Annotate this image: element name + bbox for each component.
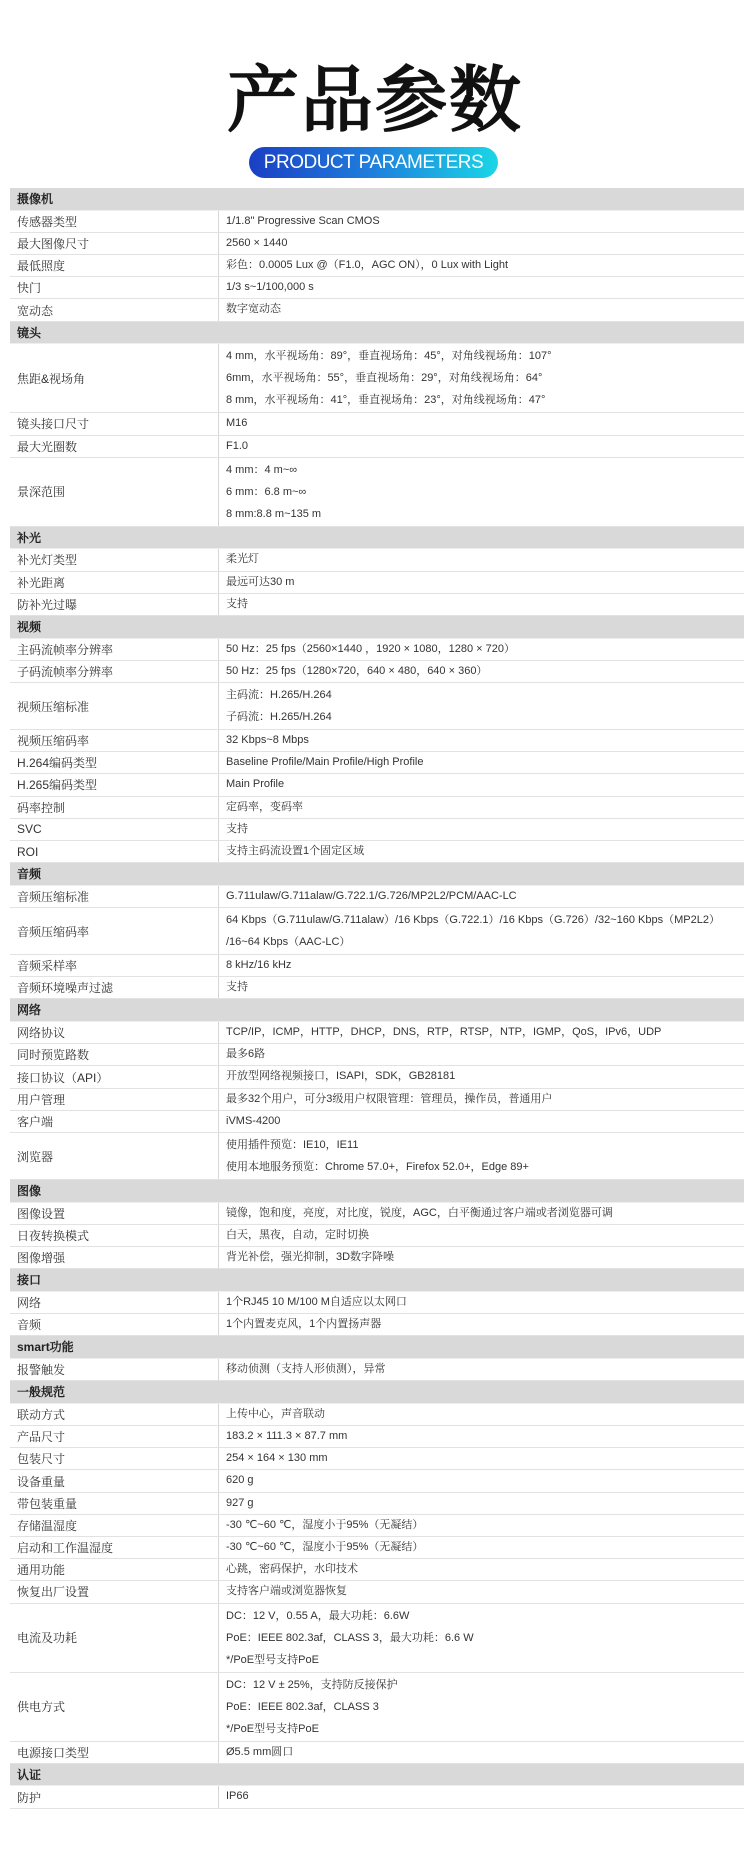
spec-label: 音频压缩标准 bbox=[10, 886, 219, 907]
spec-value-line: 镜像，饱和度，亮度，对比度，锐度，AGC，白平衡通过客户端或者浏览器可调 bbox=[226, 1206, 613, 1219]
spec-row bbox=[10, 1515, 744, 1537]
spec-label: 防补光过曝 bbox=[10, 594, 219, 615]
spec-label: 设备重量 bbox=[10, 1470, 219, 1491]
spec-row bbox=[10, 819, 744, 841]
spec-value bbox=[219, 683, 744, 729]
spec-value bbox=[219, 1044, 744, 1065]
spec-label: 带包装重量 bbox=[10, 1493, 219, 1514]
spec-value-line: */PoE型号支持PoE bbox=[226, 1653, 319, 1666]
spec-label: 电流及功耗 bbox=[10, 1604, 219, 1672]
spec-value-line: 使用插件预览：IE10，IE11 bbox=[226, 1139, 359, 1151]
spec-value bbox=[219, 572, 744, 593]
spec-label: 音频采样率 bbox=[10, 955, 219, 976]
spec-label: 码率控制 bbox=[10, 797, 219, 818]
section-header: 音频 bbox=[10, 863, 744, 886]
spec-value-line: 8 mm，水平视场角：41°，垂直视场角：23°，对角线视场角：47° bbox=[226, 394, 546, 407]
spec-label: 最低照度 bbox=[10, 255, 219, 276]
spec-row bbox=[10, 299, 744, 321]
spec-label: 恢复出厂设置 bbox=[10, 1581, 219, 1602]
spec-row bbox=[10, 549, 744, 571]
spec-value-line: 50 Hz：25 fps（1280×720，640 × 480，640 × 360） bbox=[226, 664, 488, 677]
section-header: 一般规范 bbox=[10, 1381, 744, 1404]
spec-label: 防护 bbox=[10, 1786, 219, 1807]
spec-value bbox=[219, 1604, 744, 1672]
spec-label: 报警触发 bbox=[10, 1359, 219, 1380]
spec-value-line: G.711ulaw/G.711alaw/G.722.1/G.726/MP2L2/PCM/AAC-LC bbox=[226, 889, 517, 902]
spec-label: 视频压缩标准 bbox=[10, 683, 219, 729]
spec-value-line: 支持客户端或浏览器恢复 bbox=[226, 1585, 347, 1598]
spec-row bbox=[10, 1359, 744, 1381]
spec-value-line: 1/1.8" Progressive Scan CMOS bbox=[226, 214, 380, 227]
spec-value bbox=[219, 233, 744, 254]
spec-row bbox=[10, 255, 744, 277]
spec-label: 最大图像尺寸 bbox=[10, 233, 219, 254]
spec-row bbox=[10, 955, 744, 977]
spec-value-line: Baseline Profile/Main Profile/High Profile bbox=[226, 756, 424, 769]
spec-row bbox=[10, 572, 744, 594]
spec-row bbox=[10, 1111, 744, 1133]
spec-label: 宽动态 bbox=[10, 299, 219, 320]
spec-value bbox=[219, 1404, 744, 1425]
section-header: 视频 bbox=[10, 616, 744, 639]
spec-value-line: 定码率，变码率 bbox=[226, 800, 303, 813]
spec-value bbox=[219, 841, 744, 862]
spec-value-line: 6 mm：6.8 m~∞ bbox=[226, 485, 307, 498]
spec-label: 音频 bbox=[10, 1314, 219, 1335]
spec-value-line: 开放型网络视频接口，ISAPI，SDK，GB28181 bbox=[226, 1070, 456, 1083]
spec-label: ROI bbox=[10, 841, 219, 862]
spec-value bbox=[219, 819, 744, 840]
spec-row bbox=[10, 413, 744, 435]
spec-row bbox=[10, 752, 744, 774]
spec-value bbox=[219, 1225, 744, 1246]
spec-row bbox=[10, 797, 744, 819]
spec-row bbox=[10, 774, 744, 796]
spec-value-line: */PoE型号支持PoE bbox=[226, 1722, 319, 1735]
section-header: 图像 bbox=[10, 1180, 744, 1203]
spec-value-line: Ø5.5 mm圆口 bbox=[226, 1745, 294, 1758]
spec-row bbox=[10, 1742, 744, 1764]
spec-value-line: /16~64 Kbps（AAC-LC） bbox=[226, 936, 351, 948]
spec-label: 补光距离 bbox=[10, 572, 219, 593]
spec-value-line: 6mm，水平视场角：55°，垂直视场角：29°，对角线视场角：64° bbox=[226, 372, 543, 385]
spec-value-line: 数字宽动态 bbox=[226, 303, 281, 316]
spec-label: 客户端 bbox=[10, 1111, 219, 1132]
spec-row bbox=[10, 1581, 744, 1603]
spec-row bbox=[10, 1470, 744, 1492]
spec-value-line: 4 mm，水平视场角：89°，垂直视场角：45°，对角线视场角：107° bbox=[226, 350, 552, 363]
spec-value bbox=[219, 277, 744, 298]
spec-value bbox=[219, 549, 744, 570]
spec-row bbox=[10, 977, 744, 999]
spec-value-line: 64 Kbps（G.711ulaw/G.711alaw）/16 Kbps（G.722.1）/16 Kbps（G.726）/32~160 Kbps（MP2L2） bbox=[226, 914, 720, 926]
spec-label: 供电方式 bbox=[10, 1673, 219, 1741]
spec-value bbox=[219, 1673, 744, 1741]
spec-row bbox=[10, 1089, 744, 1111]
spec-value-line: 最多6路 bbox=[226, 1048, 266, 1061]
spec-row bbox=[10, 1292, 744, 1314]
spec-table bbox=[10, 188, 744, 1809]
spec-row bbox=[10, 1022, 744, 1044]
spec-value-line: DC：12 V ± 25%，支持防反接保护 bbox=[226, 1678, 398, 1691]
spec-label: 日夜转换模式 bbox=[10, 1225, 219, 1246]
spec-row bbox=[10, 211, 744, 233]
spec-label: 包装尺寸 bbox=[10, 1448, 219, 1469]
spec-label: 补光灯类型 bbox=[10, 549, 219, 570]
spec-value bbox=[219, 1292, 744, 1313]
spec-value bbox=[219, 955, 744, 976]
spec-row bbox=[10, 639, 744, 661]
spec-value bbox=[219, 344, 744, 412]
spec-value-line: 32 Kbps~8 Mbps bbox=[226, 734, 309, 746]
spec-value bbox=[219, 1559, 744, 1580]
spec-label: SVC bbox=[10, 819, 219, 840]
spec-value-line: DC：12 V，0.55 A，最大功耗：6.6W bbox=[226, 1609, 410, 1622]
spec-value-line: 50 Hz：25 fps（2560×1440 ，1920 × 1080，1280 × 720） bbox=[226, 642, 515, 655]
spec-label: 产品尺寸 bbox=[10, 1426, 219, 1447]
spec-row bbox=[10, 344, 744, 413]
spec-row bbox=[10, 1314, 744, 1336]
spec-value-line: 移动侦测（支持人形侦测），异常 bbox=[226, 1363, 386, 1375]
spec-label: 接口协议（API） bbox=[10, 1066, 219, 1087]
spec-value-line: 白天，黑夜，自动，定时切换 bbox=[226, 1228, 369, 1241]
spec-value-line: F1.0 bbox=[226, 439, 249, 452]
spec-value-line: 主码流：H.265/H.264 bbox=[226, 689, 332, 701]
spec-value-line: 上传中心，声音联动 bbox=[226, 1407, 325, 1420]
spec-row bbox=[10, 730, 744, 752]
spec-label: 镜头接口尺寸 bbox=[10, 413, 219, 434]
spec-value bbox=[219, 458, 744, 526]
spec-value bbox=[219, 1111, 744, 1132]
spec-value bbox=[219, 1089, 744, 1110]
spec-row bbox=[10, 1604, 744, 1673]
spec-row bbox=[10, 1448, 744, 1470]
spec-value bbox=[219, 1066, 744, 1087]
spec-value-line: 2560 × 1440 bbox=[226, 236, 288, 249]
spec-value-line: 620 g bbox=[226, 1474, 254, 1487]
spec-value-line: TCP/IP，ICMP，HTTP，DHCP，DNS，RTP，RTSP，NTP，IGMP，QoS，IPv6，UDP bbox=[226, 1026, 662, 1039]
spec-row bbox=[10, 594, 744, 616]
spec-value bbox=[219, 1742, 744, 1763]
spec-value-line: 1个内置麦克风，1个内置扬声器 bbox=[226, 1318, 382, 1331]
section-header: 认证 bbox=[10, 1764, 744, 1787]
spec-label: 电源接口类型 bbox=[10, 1742, 219, 1763]
spec-row bbox=[10, 886, 744, 908]
spec-label: 最大光圈数 bbox=[10, 436, 219, 457]
spec-value bbox=[219, 1247, 744, 1268]
spec-row bbox=[10, 841, 744, 863]
section-header: 镜头 bbox=[10, 322, 744, 345]
spec-row bbox=[10, 458, 744, 527]
spec-label: 子码流帧率分辨率 bbox=[10, 661, 219, 682]
spec-value-line: 使用本地服务预览：Chrome 57.0+，Firefox 52.0+，Edge 89+ bbox=[226, 1161, 529, 1173]
spec-value-line: 最远可达30 m bbox=[226, 575, 295, 588]
spec-value-line: 1/3 s~1/100,000 s bbox=[226, 281, 314, 294]
spec-label: 联动方式 bbox=[10, 1404, 219, 1425]
spec-value bbox=[219, 211, 744, 232]
spec-label: 景深范围 bbox=[10, 458, 219, 526]
spec-row bbox=[10, 233, 744, 255]
spec-row bbox=[10, 1493, 744, 1515]
spec-value bbox=[219, 413, 744, 434]
spec-value-line: 8 kHz/16 kHz bbox=[226, 959, 292, 971]
spec-value-line: 支持 bbox=[226, 981, 248, 994]
spec-row bbox=[10, 1426, 744, 1448]
section-header: 接口 bbox=[10, 1269, 744, 1292]
spec-value bbox=[219, 1493, 744, 1514]
spec-value bbox=[219, 797, 744, 818]
spec-row bbox=[10, 1786, 744, 1808]
spec-value bbox=[219, 1133, 744, 1179]
spec-label: 图像设置 bbox=[10, 1203, 219, 1224]
spec-label: 快门 bbox=[10, 277, 219, 298]
spec-row bbox=[10, 1247, 744, 1269]
spec-label: 图像增强 bbox=[10, 1247, 219, 1268]
page-title: 产品参数 bbox=[226, 58, 523, 142]
spec-value bbox=[219, 1581, 744, 1602]
spec-value-line: PoE：IEEE 802.3af，CLASS 3，最大功耗：6.6 W bbox=[226, 1631, 474, 1644]
spec-label: 主码流帧率分辨率 bbox=[10, 639, 219, 660]
spec-value-line: M16 bbox=[226, 417, 248, 430]
spec-value-line: 心跳，密码保护，水印技术 bbox=[226, 1563, 358, 1576]
spec-label: 音频压缩码率 bbox=[10, 908, 219, 954]
spec-label: 启动和工作温湿度 bbox=[10, 1537, 219, 1558]
spec-value bbox=[219, 594, 744, 615]
spec-row bbox=[10, 1673, 744, 1742]
spec-label: 同时预览路数 bbox=[10, 1044, 219, 1065]
spec-value-line: 支持 bbox=[226, 597, 248, 610]
spec-label: H.264编码类型 bbox=[10, 752, 219, 773]
spec-label: 网络 bbox=[10, 1292, 219, 1313]
spec-row bbox=[10, 1203, 744, 1225]
spec-value bbox=[219, 1470, 744, 1491]
spec-value bbox=[219, 661, 744, 682]
spec-row bbox=[10, 1066, 744, 1088]
spec-value bbox=[219, 1786, 744, 1807]
subtitle-badge: PRODUCT PARAMETERS bbox=[249, 147, 498, 178]
spec-row bbox=[10, 277, 744, 299]
spec-value bbox=[219, 977, 744, 998]
spec-label: 通用功能 bbox=[10, 1559, 219, 1580]
spec-value-line: 927 g bbox=[226, 1496, 254, 1509]
spec-value-line: 183.2 × 111.3 × 87.7 mm bbox=[226, 1430, 348, 1443]
spec-value-line: 最多32个用户，可分3级用户权限管理：管理员，操作员，普通用户 bbox=[226, 1092, 553, 1105]
spec-value bbox=[219, 730, 744, 751]
spec-row bbox=[10, 1044, 744, 1066]
spec-value-line: 支持 bbox=[226, 822, 248, 835]
spec-row bbox=[10, 908, 744, 955]
spec-value bbox=[219, 255, 744, 276]
spec-label: H.265编码类型 bbox=[10, 774, 219, 795]
spec-value-line: Main Profile bbox=[226, 778, 285, 791]
spec-value-line: 柔光灯 bbox=[226, 553, 259, 566]
spec-row bbox=[10, 1133, 744, 1180]
spec-label: 视频压缩码率 bbox=[10, 730, 219, 751]
spec-value-line: 子码流：H.265/H.264 bbox=[226, 711, 332, 723]
spec-row bbox=[10, 1537, 744, 1559]
spec-row bbox=[10, 1225, 744, 1247]
spec-value-line: -30 ℃~60 ℃，湿度小于95%（无凝结） bbox=[226, 1541, 424, 1553]
spec-value bbox=[219, 436, 744, 457]
section-header: smart功能 bbox=[10, 1336, 744, 1359]
spec-value-line: IP66 bbox=[226, 1790, 249, 1803]
spec-value bbox=[219, 1537, 744, 1558]
spec-value bbox=[219, 639, 744, 660]
spec-value-line: 4 mm：4 m~∞ bbox=[226, 463, 298, 476]
section-header: 网络 bbox=[10, 999, 744, 1022]
spec-value-line: 254 × 164 × 130 mm bbox=[226, 1452, 328, 1465]
spec-row bbox=[10, 1404, 744, 1426]
spec-label: 网络协议 bbox=[10, 1022, 219, 1043]
spec-value bbox=[219, 752, 744, 773]
spec-value-line: 彩色：0.0005 Lux @（F1.0，AGC ON），0 Lux with Light bbox=[226, 259, 508, 272]
spec-value bbox=[219, 1314, 744, 1335]
spec-value bbox=[219, 774, 744, 795]
spec-row bbox=[10, 683, 744, 730]
spec-value bbox=[219, 1359, 744, 1380]
spec-value bbox=[219, 886, 744, 907]
spec-value-line: iVMS-4200 bbox=[226, 1114, 281, 1127]
spec-value bbox=[219, 299, 744, 320]
spec-label: 传感器类型 bbox=[10, 211, 219, 232]
spec-row bbox=[10, 661, 744, 683]
spec-value bbox=[219, 1515, 744, 1536]
section-header: 补光 bbox=[10, 527, 744, 550]
spec-label: 存储温湿度 bbox=[10, 1515, 219, 1536]
spec-value bbox=[219, 1022, 744, 1043]
spec-value bbox=[219, 1426, 744, 1447]
spec-label: 浏览器 bbox=[10, 1133, 219, 1179]
spec-value-line: 8 mm:8.8 m~135 m bbox=[226, 507, 322, 520]
spec-value-line: -30 ℃~60 ℃，湿度小于95%（无凝结） bbox=[226, 1518, 424, 1531]
spec-row bbox=[10, 1559, 744, 1581]
spec-value bbox=[219, 908, 744, 954]
spec-label: 用户管理 bbox=[10, 1089, 219, 1110]
spec-value bbox=[219, 1203, 744, 1224]
spec-value-line: PoE：IEEE 802.3af，CLASS 3 bbox=[226, 1700, 379, 1713]
spec-value-line: 1个RJ45 10 M/100 M自适应以太网口 bbox=[226, 1295, 407, 1308]
spec-label: 焦距&视场角 bbox=[10, 344, 219, 412]
spec-row bbox=[10, 436, 744, 458]
spec-value-line: 背光补偿，强光抑制，3D数字降噪 bbox=[226, 1251, 395, 1264]
spec-value-line: 支持主码流设置1个固定区域 bbox=[226, 844, 365, 857]
spec-label: 音频环境噪声过滤 bbox=[10, 977, 219, 998]
section-header: 摄像机 bbox=[10, 188, 744, 211]
spec-value bbox=[219, 1448, 744, 1469]
